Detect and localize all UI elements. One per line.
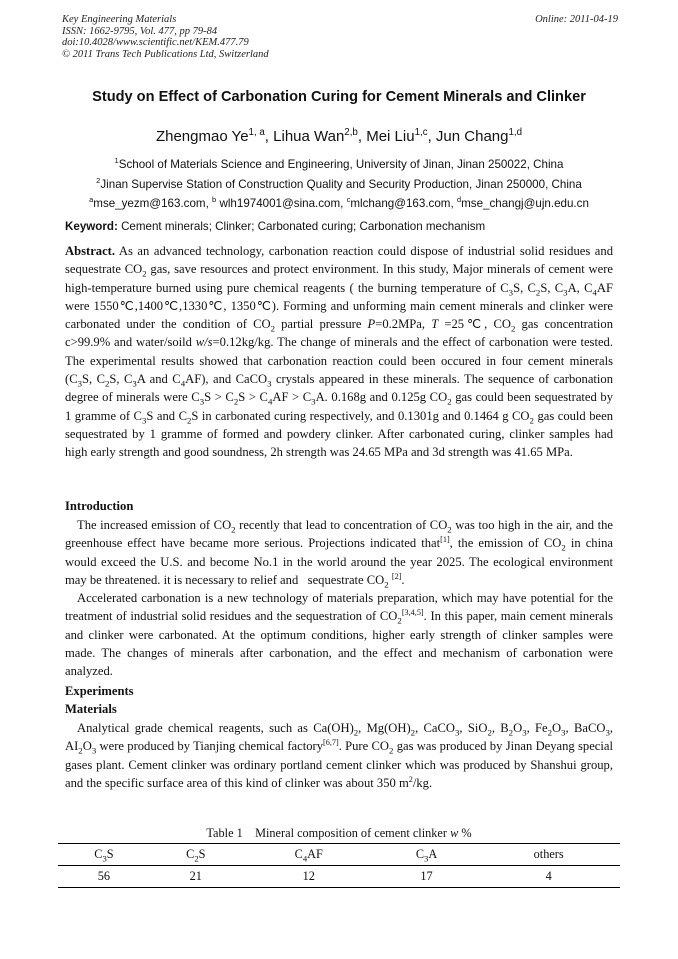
email-line: [40, 197, 638, 210]
affiliation-mark: 1: [114, 156, 119, 166]
affiliation-2: [40, 178, 638, 191]
email-address: mse_yezm@163.com,: [93, 197, 209, 210]
keywords: [65, 220, 625, 233]
copyright-line: © 2011 Trans Tech Publications Ltd, Switzerland: [62, 48, 269, 60]
author-name: Zhengmao Ye: [155, 128, 249, 145]
email-mark: b: [212, 195, 217, 205]
abstract-label: Abstract.: [65, 244, 116, 258]
email-address: mse_changj@ujn.edu.cn: [461, 197, 589, 210]
table-caption: [65, 826, 613, 841]
email-mark: a: [89, 195, 94, 205]
section-heading-experiments: Experiments: [65, 684, 134, 698]
subsection-heading-materials: Materials: [65, 702, 117, 716]
table-header-cell: $C_3A$: [376, 844, 478, 866]
author-name: Jun Chang: [435, 128, 509, 145]
author-affil-mark: 1,d: [508, 127, 523, 138]
table-header-row: [58, 844, 620, 866]
issn-line: ISSN: 1662-9795, Vol. 477, pp 79-84: [62, 25, 218, 37]
table-row: [58, 866, 620, 888]
table-header-cell: others: [477, 844, 620, 866]
table-caption-variable: w: [450, 826, 459, 840]
table-cell: 4: [477, 866, 620, 888]
mineral-composition-table: [58, 843, 620, 888]
keywords-text: Cement minerals; Clinker; Carbonated curing; Carbonation mechanism: [121, 220, 486, 233]
author-list: Zhengmao Ye$^{1, a}$, Lihua Wan$^{2,b}$, Mei Liu$^{1,c}$, Jun Chang$^{1,d}$: [155, 127, 523, 145]
table-caption-unit: %: [461, 826, 472, 840]
email-mark: c: [346, 195, 351, 205]
author-affil-mark: 2,b: [344, 127, 358, 138]
online-date: Online: 2011-04-19: [535, 14, 618, 25]
author-name: Lihua Wan: [273, 128, 345, 145]
journal-name: Key Engineering Materials: [62, 14, 177, 25]
author-affil-mark: 1, a: [248, 127, 265, 138]
paper-title: Study on Effect of Carbonation Curing for Cement Minerals and Clinker: [92, 89, 586, 105]
table-cell: 56: [58, 866, 150, 888]
email-mark: d: [456, 195, 462, 205]
table-header-cell: $C_4AF$: [242, 844, 376, 866]
abstract-text: As an advanced technology, carbonation reaction could dispose of industrial solid residues and sequestrate $CO_2$ gas, save resources and protect environment. In this study, Major minerals of cement were high-temperature burned using pure chemical reagents ( the burning temperature of $C_3S$, $C_2S$, $C_3A$, $C_4AF$ were 1550℃,1400℃,1330℃, 1350℃). Forming and unforming main cement minerals and clinker were carbonated under the condition of $CO_2$ partial pressure P=0.2MPa, T =25℃, $CO_2$ gas concentration c>99.9% and water/soild w/s=0.12kg/kg. The change of minerals and the effect of carbonation were tested. The experimental results showed that carbonation reaction could been occured in four cement minerals ($C_3S$, $C_2S$, $C_3A$ and $C_4AF$), and CaCO$_3$ crystals appeared in these minerals. The sequence of carbonation degree of minerals were $C_3S > C_2S > C_4AF > C_3A$. 0.168g and 0.125g $CO_2$ gas could been sequestrated by 1 gramme of $C_3S$ and $C_2S$ in carbonated curing respectively, and 0.1301g and 0.1464 g $CO_2$ gas could been sequestrated by 1 gramme of formed and powdery clinker. After carbonated curing, clinker samples had high early strength and good soundness, 2h strength was 24.65 MPa and 3d strength was 41.65 MPa.: [65, 244, 614, 460]
author-name: Mei Liu: [366, 128, 415, 145]
section-heading-introduction: Introduction: [65, 499, 134, 513]
email-address: mlchang@163.com,: [350, 197, 454, 210]
table-header-cell: $C_3S$: [58, 844, 150, 866]
intro-paragraph-1: The increased emission of $CO_2$ recently that lead to concentration of $CO_2$ was too high in the air, and the greenhouse effect have became more serious. Projections indicated that[1], the emission of $CO_2$ in china would exceed the U.S. and become No.1 in the world around the year 2025. The ecological environment may be threatened. it is necessary to relief and sequestrate $CO_2$ [2].: [65, 518, 613, 590]
affiliation-1: [40, 158, 638, 171]
table-caption-text: Mineral composition of cement clinker: [255, 826, 447, 840]
table-cell: 17: [376, 866, 478, 888]
abstract-paragraph: [65, 242, 613, 462]
table-cell: 21: [150, 866, 242, 888]
affiliation-mark: 2: [96, 176, 101, 186]
author-affil-mark: 1,c: [414, 127, 428, 138]
intro-paragraph-2: Accelerated carbonation is a new technology of materials preparation, which may have potential for the treatment of industrial solid residues and the sequestration of $CO_2[3,4,5]$. In this paper, main cement minerals and clinker were carbonated. At the optimum conditions, higher early strength of clinker samples were made. The changes of minerals after carbonation, and the effect and mechanism of carbonation were analyzed.: [65, 591, 614, 679]
affiliation-text: Jinan Supervise Station of Construction Quality and Security Production, Jinan 250000, China: [100, 178, 582, 191]
table-cell: 12: [242, 866, 376, 888]
keywords-label: Keyword:: [65, 220, 118, 233]
table-caption-prefix: Table 1: [206, 826, 243, 840]
table-header-cell: $C_2S$: [150, 844, 242, 866]
affiliation-text: School of Materials Science and Engineering, University of Jinan, Jinan 250022, China: [118, 158, 564, 171]
materials-paragraph: Analytical grade chemical reagents, such as $Ca(OH)_2$, $Mg(OH)_2$, CaCO$_3$, SiO$_2$, $B_2O_3$, $Fe_2O_3$, BaCO$_3$, $AI_2O_3$ were produced by Tianjing chemical factory[6,7]. Pure $CO_2$ gas was produced by Jinan Deyang special gases plant. Cement clinker was ordinary portland cement clinker which was produced by Shanshui group, and the specific surface area of this kind of clinker was about 350 $m^2/kg$.: [65, 721, 614, 790]
running-header: [62, 14, 618, 60]
doi-line: doi:10.4028/www.scientific.net/KEM.477.79: [62, 37, 249, 48]
email-address: wlh1974001@sina.com,: [219, 197, 344, 210]
